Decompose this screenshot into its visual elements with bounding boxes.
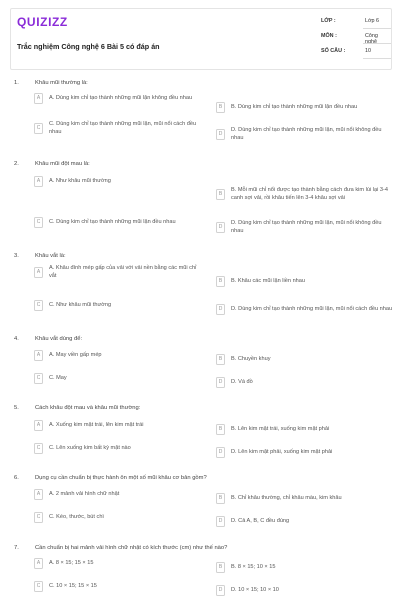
answer-option[interactable] <box>34 558 204 569</box>
answer-option[interactable] <box>216 424 394 435</box>
meta-info <box>321 16 391 61</box>
option-text: C. Kéo, thước, bút chì <box>49 513 104 520</box>
worksheet-header <box>10 8 392 70</box>
answer-option[interactable] <box>216 276 394 287</box>
option-letter-box: C <box>34 512 43 523</box>
option-text: A. 2 mảnh vải hình chữ nhật <box>49 490 120 497</box>
option-text: D. Dùng kim chỉ tạo thành những mũi lặn, mũi nổi cách đều nhau <box>231 305 393 312</box>
option-letter-box: B <box>216 562 225 573</box>
option-text: D. Dùng kim chỉ tạo thành những mũi lặn, mũi nổi không đều nhau <box>231 220 382 235</box>
answer-option[interactable] <box>34 581 204 592</box>
option-letter-box: B <box>216 276 225 287</box>
question-number: 5. <box>14 405 19 411</box>
option-text: B. Chuyền khuy <box>231 355 271 362</box>
answer-option[interactable] <box>216 516 394 527</box>
option-text: D. Vá đồ <box>231 378 253 385</box>
meta-label: SỐ CÂU : <box>321 48 346 54</box>
question-text: Cần chuẩn bị hai mảnh vải hình chữ nhật có kích thước (cm) như thế nào? <box>35 545 228 551</box>
answer-option[interactable] <box>34 420 204 431</box>
option-text: D. 10 × 15; 10 × 10 <box>231 586 279 593</box>
option-text: B. Chỉ khâu thường, chỉ khâu màu, kim khâu <box>231 494 342 501</box>
option-text: C. May <box>49 374 67 381</box>
meta-label: LỚP : <box>321 18 336 24</box>
option-text: B. 8 × 15; 10 × 15 <box>231 563 276 570</box>
answer-option[interactable] <box>34 93 204 104</box>
option-letter-box: C <box>34 123 43 134</box>
answer-option[interactable] <box>216 354 394 365</box>
meta-value: 10 <box>365 48 371 54</box>
option-text: C. Lên xuống kim bất kỳ mặt nào <box>49 444 131 451</box>
meta-underline <box>363 28 391 29</box>
option-text: A. 8 × 15; 15 × 15 <box>49 559 94 566</box>
option-letter-box: C <box>34 217 43 228</box>
answer-option[interactable] <box>34 300 204 311</box>
question-number: 7. <box>14 545 19 551</box>
option-text: A. Khâu đính mép gấp của vải với vải nền bằng các mũi chỉ vắt <box>49 265 197 280</box>
option-letter-box: D <box>216 585 225 596</box>
question-number: 3. <box>14 253 19 259</box>
option-letter-box: D <box>216 304 225 315</box>
question-text: Dụng cụ cần chuẩn bị thực hành ôn một số mũi khâu cơ bản gồm? <box>35 475 207 481</box>
answer-option[interactable] <box>34 120 204 136</box>
answer-option[interactable] <box>34 264 204 280</box>
option-text: C. Như khâu mũi thường <box>49 301 112 308</box>
option-letter-box: B <box>216 354 225 365</box>
option-letter-box: A <box>34 558 43 569</box>
option-letter-box: B <box>216 102 225 113</box>
answer-option[interactable] <box>216 377 394 388</box>
question-text: Khâu vắt là: <box>35 253 66 259</box>
answer-option[interactable] <box>216 493 394 504</box>
answer-option[interactable] <box>34 443 204 454</box>
option-text: A. Như khâu mũi thường <box>49 177 111 184</box>
option-letter-box: A <box>34 420 43 431</box>
option-letter-box: C <box>34 581 43 592</box>
option-text: B. Lên kim mặt trái, xuống kim mặt phải <box>231 425 330 432</box>
option-text: B. Dùng kim chỉ tạo thành những mũi lặn đều nhau <box>231 103 358 110</box>
option-text: D. Dùng kim chỉ tạo thành những mũi lặn, mũi nổi không đều nhau <box>231 127 382 142</box>
answer-option[interactable] <box>216 102 394 113</box>
answer-option[interactable] <box>34 489 204 500</box>
question-text: Khâu mũi thường là: <box>35 80 88 86</box>
option-letter-box: A <box>34 93 43 104</box>
option-text: B. Mỗi mũi chỉ nổi được tạo thành bằng cách đưa kim lùi lại 3-4 canh sợi vải, rồi khâu tiến lên 3-4 khâu sợi vải <box>231 187 388 202</box>
option-letter-box: D <box>216 129 225 140</box>
meta-label: MÔN : <box>321 33 337 39</box>
answer-option[interactable] <box>216 447 394 458</box>
answer-option[interactable] <box>216 585 394 596</box>
option-letter-box: C <box>34 443 43 454</box>
meta-underline <box>363 43 391 44</box>
option-letter-box: D <box>216 377 225 388</box>
option-text: A. Dùng kim chỉ tạo thành những mũi lặn không đều nhau <box>49 94 193 101</box>
meta-row-class <box>321 16 391 31</box>
answer-option[interactable] <box>216 219 394 235</box>
option-letter-box: D <box>216 222 225 233</box>
worksheet-title: Trắc nghiệm Công nghệ 6 Bài 5 có đáp án <box>17 42 160 51</box>
answer-option[interactable] <box>216 304 394 315</box>
option-text: B. Khâu các mũi lặn liền nhau <box>231 277 306 284</box>
option-text: C. Dùng kim chỉ tạo thành những mũi lặn, mũi nổi cách đều nhau <box>49 121 197 136</box>
option-text: D. Cả A, B, C đều đúng <box>231 517 290 524</box>
question-text: Khâu vắt dùng để: <box>35 336 83 342</box>
option-letter-box: B <box>216 424 225 435</box>
quizizz-logo: QUIZIZZ <box>17 15 68 29</box>
option-letter-box: D <box>216 516 225 527</box>
question-text: Cách khâu đột mau và khâu mũi thường: <box>35 405 141 411</box>
answer-option[interactable] <box>34 350 204 361</box>
option-text: A. Xuống kim mặt trái, lên kim mặt trái <box>49 421 144 428</box>
option-text: C. Dùng kim chỉ tạo thành những mũi lặn đều nhau <box>49 218 176 225</box>
answer-option[interactable] <box>34 217 204 228</box>
question-number: 2. <box>14 161 19 167</box>
answer-option[interactable] <box>34 512 204 523</box>
meta-value: Lớp 6 <box>365 18 380 24</box>
option-letter-box: D <box>216 447 225 458</box>
meta-row-count <box>321 46 391 61</box>
meta-value: Công nghệ <box>365 33 378 45</box>
option-letter-box: A <box>34 267 43 278</box>
option-letter-box: B <box>216 493 225 504</box>
option-letter-box: A <box>34 489 43 500</box>
answer-option[interactable] <box>216 126 394 142</box>
answer-option[interactable] <box>216 562 394 573</box>
option-text: C. 10 × 15; 15 × 15 <box>49 582 97 589</box>
question-number: 4. <box>14 336 19 342</box>
question-number: 1. <box>14 80 19 86</box>
option-letter-box: A <box>34 176 43 187</box>
meta-underline <box>363 58 391 59</box>
meta-row-subject <box>321 31 391 46</box>
question-text: Khâu mũi đột mau là: <box>35 161 90 167</box>
option-text: A. May viền gấp mép <box>49 351 102 358</box>
option-letter-box: C <box>34 373 43 384</box>
answer-option[interactable] <box>216 186 394 202</box>
option-text: D. Lên kim mặt phải, xuống kim mặt phải <box>231 448 333 455</box>
answer-option[interactable] <box>34 176 204 187</box>
option-letter-box: B <box>216 189 225 200</box>
option-letter-box: A <box>34 350 43 361</box>
option-letter-box: C <box>34 300 43 311</box>
question-number: 6. <box>14 475 19 481</box>
answer-option[interactable] <box>34 373 204 384</box>
